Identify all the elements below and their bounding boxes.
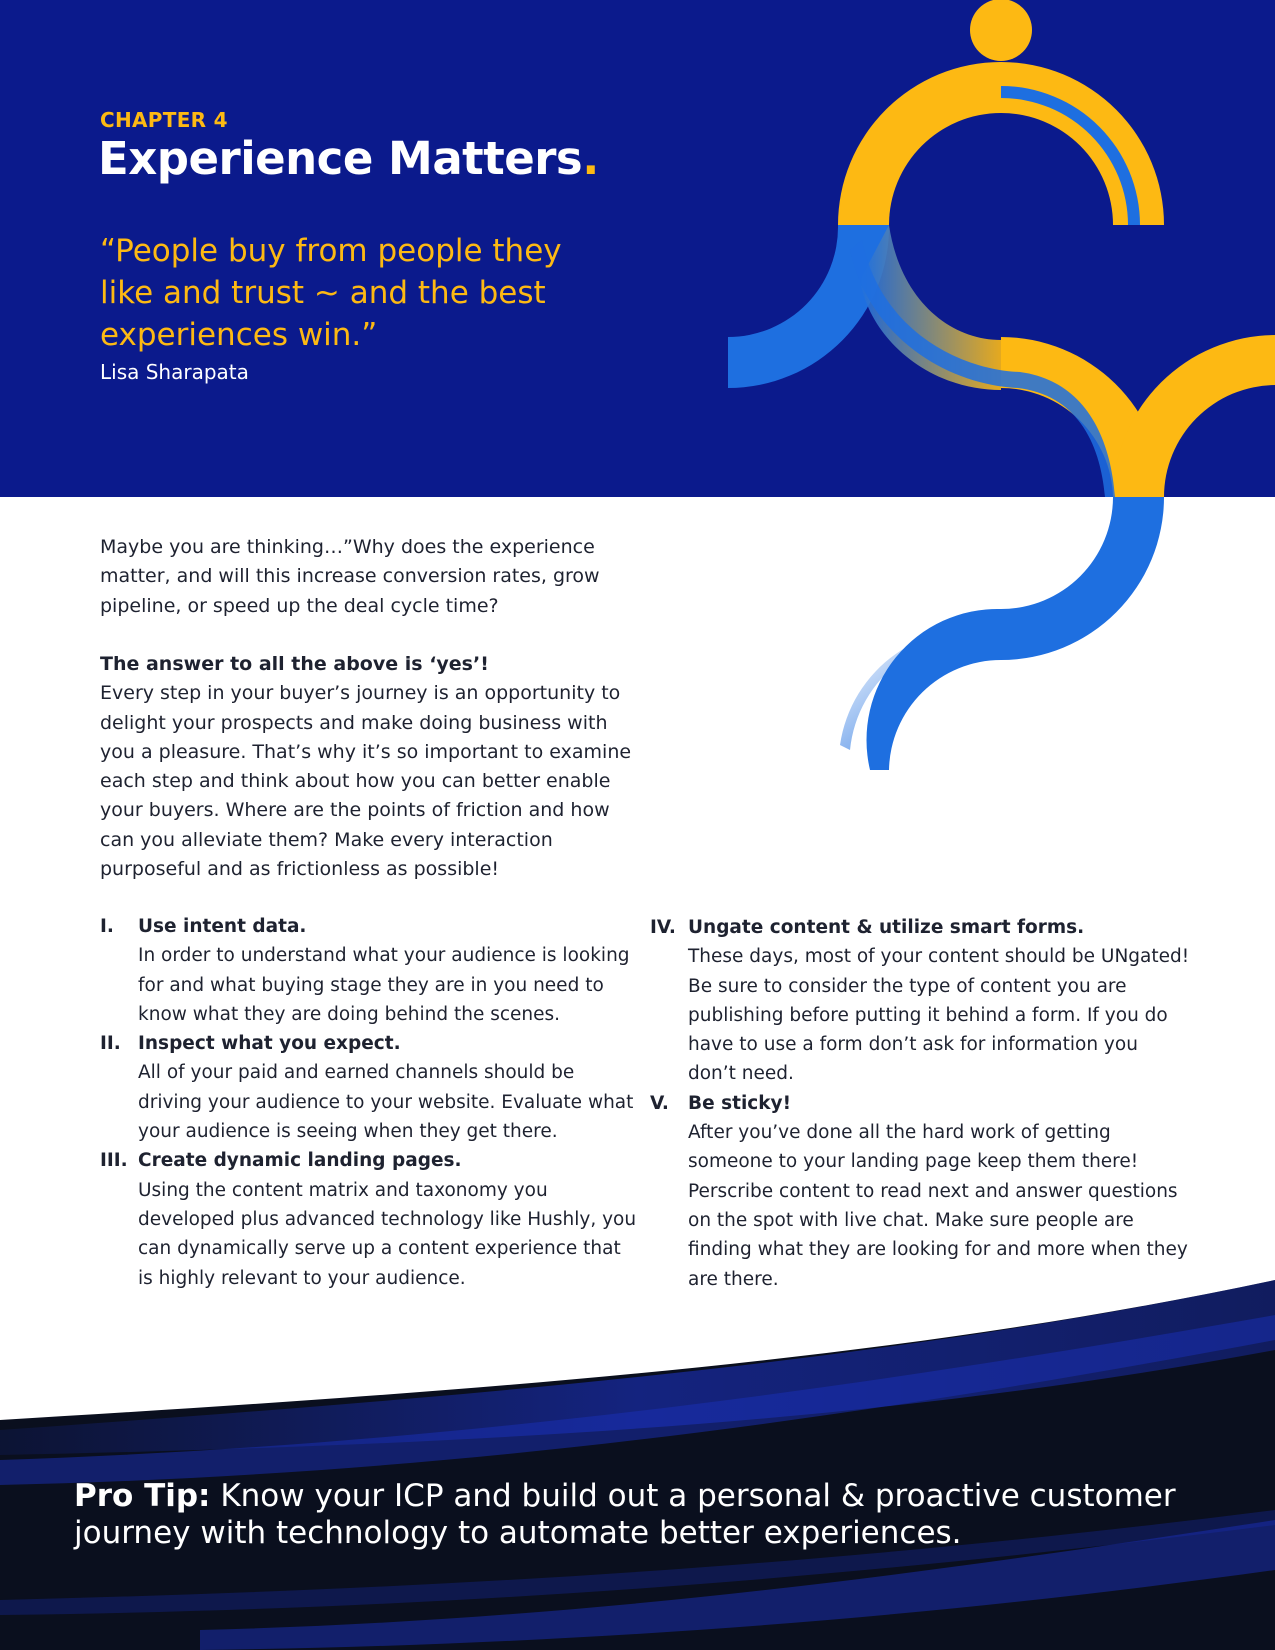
- item-numeral: V.: [650, 1092, 669, 1114]
- item-title: Use intent data.: [138, 916, 307, 937]
- page-title: [98, 132, 599, 185]
- pro-tip: [74, 1478, 1204, 1552]
- item-body: In order to understand what your audience is looking for and what buying stage they are in you need to know what they are doing behind the scenes.: [138, 945, 630, 1025]
- title-dot: .: [582, 132, 599, 185]
- pro-tip-text: Know your ICP and build out a personal & proactive customer journey with technology to automate better experiences.: [74, 1478, 1176, 1551]
- list-item: [100, 1029, 640, 1146]
- item-numeral: II.: [100, 1033, 121, 1055]
- answer-body: Every step in your buyer’s journey is an opportunity to delight your prospects and make doing business with you a pleasure. That’s why it’s so important to examine each step and think about how you can better enable your buyers. Where are the points of friction and how can you alleviate them? Make every interaction purposeful and as frictionless as possible!: [100, 682, 632, 881]
- chapter-label: CHAPTER 4: [100, 108, 228, 132]
- item-numeral: I.: [100, 916, 114, 937]
- item-numeral: III.: [100, 1150, 128, 1172]
- intro-paragraph: [100, 533, 645, 621]
- page-title-text: Experience Matters: [98, 132, 583, 185]
- answer-section: [100, 650, 645, 884]
- item-body: These days, most of your content should be UNgated! Be sure to consider the type of content you are publishing before putting it behind a form. If you do have to use a form don’t ask for information you don’t need.: [688, 946, 1190, 1085]
- tips-list-right: [650, 913, 1190, 1294]
- item-numeral: IV.: [650, 917, 676, 938]
- item-body: All of your paid and earned channels should be driving your audience to your website. Evaluate what your audience is seeing when they get there.: [138, 1062, 634, 1143]
- footer-wave-band: [0, 1270, 1275, 1650]
- item-title: Create dynamic landing pages.: [138, 1150, 462, 1172]
- item-body: After you’ve done all the hard work of getting someone to your landing page keep them there! Perscribe content to read next and answer questions on the spot with live chat. Make sure people are finding what they are looking for and more when they are there.: [688, 1122, 1188, 1290]
- quote-author: Lisa Sharapata: [100, 360, 249, 384]
- list-item: [650, 913, 1190, 1089]
- answer-heading: The answer to all the above is ‘yes’!: [100, 653, 489, 675]
- pull-quote: “People buy from people they like and trust ~ and the best experiences win.”: [100, 233, 562, 353]
- item-title: Inspect what you expect.: [138, 1033, 401, 1055]
- tips-list-left: [100, 912, 640, 1293]
- item-title: Be sticky!: [688, 1092, 792, 1114]
- list-item: [100, 912, 640, 1029]
- item-body: Using the content matrix and taxonomy you developed plus advanced technology like Hushly, you can dynamically serve up a content experience that is highly relevant to your audience.: [138, 1179, 637, 1289]
- pro-tip-label: Pro Tip:: [74, 1478, 211, 1514]
- list-item: [650, 1089, 1190, 1294]
- intro-text: Maybe you are thinking…”Why does the experience matter, and will this increase conversion rates, grow pipeline, or speed up the deal cycle time?: [100, 536, 600, 617]
- item-title: Ungate content & utilize smart forms.: [688, 917, 1085, 938]
